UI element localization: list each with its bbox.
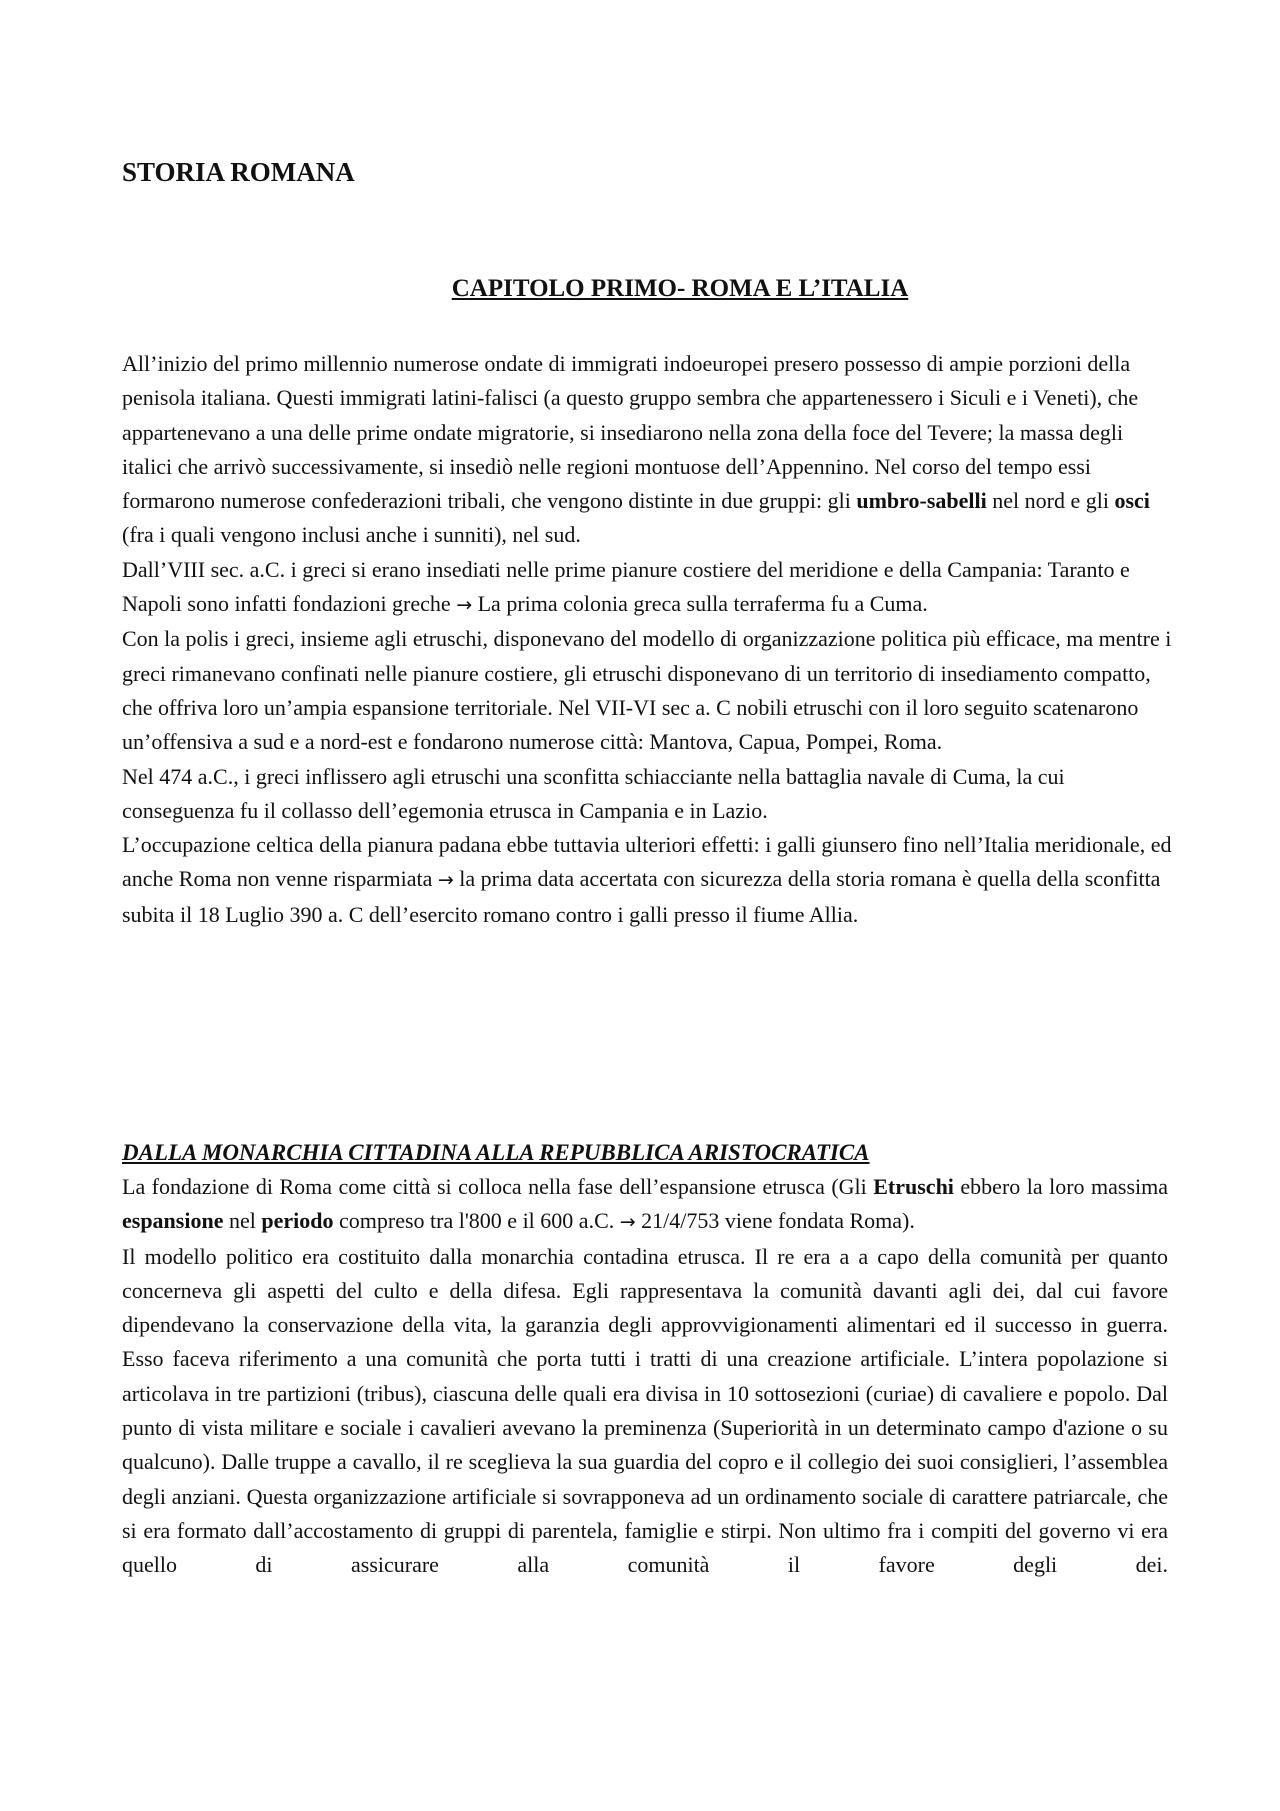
term-periodo: periodo xyxy=(261,1208,334,1234)
arrow-right-icon: → xyxy=(456,594,473,617)
paragraph-6: La fondazione di Roma come città si colloca nella fase dell’espansione etrusca (Gli Etruschi ebbero la loro massima espansione nel periodo compreso tra l'800 e il 600 a.C. → 21/4/753 viene fondata Roma). xyxy=(122,1174,1169,1234)
paragraph-5: L’occupazione celtica della pianura padana ebbe tuttavia ulteriori effetti: i galli giunsero fino nell’Italia meridionale, ed anche Roma non venne risparmiata → la prima data accertata con sicurezza della storia romana è quella della sconfitta subita il 18 Luglio 390 a. C dell’esercito romano contro i galli presso il fiume Allia. xyxy=(122,832,1172,927)
term-osci: osci xyxy=(1114,488,1150,514)
paragraph-1: All’inizio del primo millennio numerose ondate di immigrati indoeuropei presero possesso di ampie porzioni della penisola italiana. Questi immigrati latini-falisci (a questo gruppo sembra che appartenessero i Siculi e i Veneti), che appartenevano a una delle prime ondate migratorie, si insediarono nella zona della foce del Tevere; la massa degli italici che arrivò successivamente, si insediò nelle regioni montuose dell’Appennino. Nel corso del tempo essi formarono numerose confederazioni tribali, che vengono distinte in due gruppi: gli umbro-sabelli nel nord e gli osci (fra i quali vengono inclusi anche i sunniti), nel sud. xyxy=(122,351,1150,548)
paragraph-7: Il modello politico era costituito dalla monarchia contadina etrusca. Il re era a a capo della comunità per quanto concerneva gli aspetti del culto e della difesa. Egli rappresentava la comunità davanti agli dei, dal cui favore dipendevano la conservazione della vita, la garanzia degli approvvigionamenti alimentari ed il successo in guerra. Esso faceva riferimento a una comunità che porta tutti i tratti di una creazione artificiale. L’intera popolazione si articolava in tre partizioni (tribus), ciascuna delle quali era divisa in 10 sottosezioni (curiae) di cavaliere e popolo. Dal punto di vista militare e sociale i cavalieri avevano la preminenza (Superiorità in un determinato campo d'azione o su qualcuno). Dalle truppe a cavallo, il re sceglieva la sua guardia del copro e il collegio dei suoi consiglieri, l’assemblea degli anziani. Questa organizzazione artificiale si sovrapponeva ad un ordinamento sociale di carattere patriarcale, che si era formato dall’accostamento di gruppi di parentela, famiglie e stirpi. Non ultimo fra i compiti del governo vi era quello di assicurare alla comunità il favore degli dei. xyxy=(122,1243,1168,1578)
chapter-body xyxy=(122,347,1172,932)
term-umbro-sabelli: umbro-sabelli xyxy=(856,488,987,514)
document-title: STORIA ROMANA xyxy=(122,157,355,187)
paragraph-2: Dall’VIII sec. a.C. i greci si erano insediati nelle prime pianure costiere del meridione e della Campania: Taranto e Napoli sono infatti fondazioni greche → La prima colonia greca sulla terraferma fu a Cuma. xyxy=(122,556,1130,617)
term-etruschi: Etruschi xyxy=(873,1174,954,1199)
section-body xyxy=(122,1170,1168,1583)
paragraph-3: Con la polis i greci, insieme agli etruschi, disponevano del modello di organizzazione politica più efficace, ma mentre i greci rimanevano confinati nelle pianure costiere, gli etruschi disponevano di un territorio di insediamento compatto, che offriva loro un’ampia espansione territoriale. Nel VII-VI sec a. C nobili etruschi con il loro seguito scatenarono un’offensiva a sud e a nord-est e fondarono numerose città: Mantova, Capua, Pompei, Roma. xyxy=(122,626,1172,755)
term-espansione: espansione xyxy=(122,1208,224,1234)
arrow-right-icon: → xyxy=(437,869,454,892)
arrow-right-icon: → xyxy=(619,1211,636,1234)
paragraph-4: Nel 474 a.C., i greci inflissero agli etruschi una sconfitta schiacciante nella battaglia navale di Cuma, la cui conseguenza fu il collasso dell’egemonia etrusca in Campania e in Lazio. xyxy=(122,763,1065,823)
section-title: DALLA MONARCHIA CITTADINA ALLA REPUBBLICA ARISTOCRATICA xyxy=(122,1140,870,1165)
chapter-title: CAPITOLO PRIMO- ROMA E L’ITALIA xyxy=(451,275,909,302)
